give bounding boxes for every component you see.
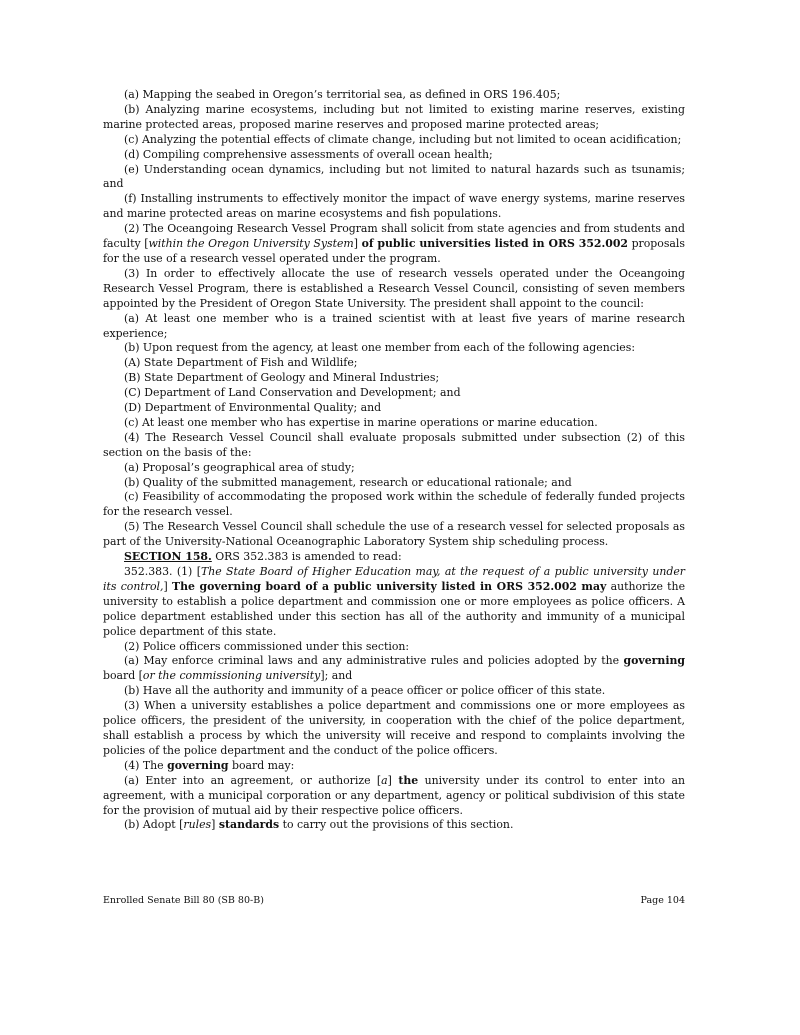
text-run: (3) When a university establishes a police department and commissions one or more employees as police officers, the president of the university, in cooperation with the chief of the police department, shall establish a process by which the university will receive and respond to complaints involving the policies of the police department and the conduct of the police officers. <box>103 699 685 757</box>
paragraph <box>103 476 685 491</box>
text-run: university under its control to enter into an agreement, with a municipal corporation or any department, agency or political subdivision of this state for the provision of mutual aid by their respective police officers. <box>103 773 685 817</box>
text-run: ] <box>211 818 219 832</box>
paragraph <box>103 386 685 401</box>
text-run: (2) The Oceangoing Research Vessel Program shall solicit from state agencies and from students and faculty [ <box>103 222 685 251</box>
text-run: (d) Compiling comprehensive assessments of overall ocean health; <box>124 147 493 161</box>
paragraph <box>103 371 685 386</box>
paragraph <box>103 759 685 774</box>
paragraph <box>103 192 685 222</box>
text-run: (b) Have all the authority and immunity of a peace officer or police officer of this state. <box>124 684 606 698</box>
paragraph <box>103 520 685 550</box>
text-run: (b) Adopt [ <box>124 818 184 832</box>
text-run: standards <box>218 818 280 832</box>
text-run: (f) Installing instruments to effectively monitor the impact of wave energy systems, marine reserves and marine protected areas on marine ecosystems and fish populations. <box>103 192 685 221</box>
text-run: (3) In order to effectively allocate the use of research vessels operated under the Oceangoing Research Vessel Program, there is established a Research Vessel Council, consisting of seven members appointed by the President of Oregon State University. The president shall appoint to the council: <box>103 266 685 310</box>
paragraph <box>103 103 685 133</box>
text-run: of public universities listed in ORS 352.002 <box>361 237 629 251</box>
paragraph <box>103 341 685 356</box>
text-run: rules <box>183 818 212 832</box>
document-body <box>103 88 685 833</box>
paragraph <box>103 133 685 148</box>
text-run: (4) The Research Vessel Council shall evaluate proposals submitted under subsection (2) of this section on the basis of the: <box>103 430 685 459</box>
paragraph <box>103 640 685 655</box>
text-run: ] <box>353 237 362 251</box>
text-run: (a) Mapping the seabed in Oregon’s territorial sea, as defined in ORS 196.405; <box>124 88 561 101</box>
paragraph <box>103 565 685 640</box>
text-run: or the commissioning university <box>142 669 321 683</box>
text-run: governing <box>167 758 229 772</box>
text-run: (A) State Department of Fish and Wildlife; <box>124 356 358 370</box>
text-run: (c) Feasibility of accommodating the proposed work within the schedule of federally funded projects for the research vessel. <box>103 490 685 519</box>
paragraph <box>103 312 685 342</box>
paragraph <box>103 222 685 267</box>
page-footer <box>103 895 685 906</box>
paragraph <box>103 431 685 461</box>
text-run: the <box>398 773 419 787</box>
text-run: (B) State Department of Geology and Mineral Industries; <box>124 371 440 385</box>
footer-page-number: Page 104 <box>640 895 685 906</box>
text-run: (C) Department of Land Conservation and Development; and <box>124 386 461 400</box>
text-run: ORS 352.383 is amended to read: <box>211 550 402 564</box>
paragraph <box>103 774 685 819</box>
paragraph <box>103 461 685 476</box>
text-run: The governing board of a public university listed in ORS 352.002 may <box>171 579 607 593</box>
text-run: authorize the university to establish a police department and commission one or more employees as police officers. A police department established under this section has all of the authority and immunity of a municipal police department of this state. <box>103 579 686 638</box>
text-run: proposals for the use of a research vessel operated under the program. <box>103 237 685 265</box>
text-run: ] <box>387 773 399 787</box>
text-run: (b) Upon request from the agency, at least one member from each of the following agencies: <box>124 341 636 355</box>
text-run: (b) Analyzing marine ecosystems, including but not limited to existing marine reserves, existing marine protected areas, proposed marine reserves and proposed marine protected areas; <box>103 102 685 131</box>
paragraph <box>103 148 685 163</box>
footer-bill-title: Enrolled Senate Bill 80 (SB 80-B) <box>103 895 264 906</box>
text-run: (a) At least one member who is a trained scientist with at least five years of marine research experience; <box>103 311 685 340</box>
paragraph <box>103 699 685 759</box>
paragraph <box>103 416 685 431</box>
paragraph <box>103 684 685 699</box>
text-run: board [ <box>103 669 143 683</box>
paragraph <box>103 818 685 833</box>
text-run: (a) Enter into an agreement, or authorize [ <box>124 773 382 787</box>
text-run: (b) Quality of the submitted management, research or educational rationale; and <box>124 475 572 489</box>
paragraph <box>103 356 685 371</box>
text-run: ] <box>163 579 172 593</box>
paragraph <box>103 163 685 193</box>
text-run: board may: <box>228 758 295 772</box>
text-run: The State Board of Higher Education may, at the request of a public university under its control, <box>103 565 685 593</box>
text-run: (5) The Research Vessel Council shall schedule the use of a research vessel for selected proposals as part of the University-National Oceanographic Laboratory System ship scheduling process. <box>103 520 685 549</box>
text-run: (a) Proposal’s geographical area of study; <box>124 460 355 474</box>
text-run: (2) Police officers commissioned under this section: <box>124 639 410 653</box>
paragraph <box>103 654 685 684</box>
text-run: (e) Understanding ocean dynamics, including but not limited to natural hazards such as tsunamis; and <box>103 162 685 191</box>
paragraph <box>103 401 685 416</box>
text-run: a <box>381 773 388 787</box>
paragraph <box>103 490 685 520</box>
text-run: (D) Department of Environmental Quality; and <box>124 401 382 415</box>
text-run: 352.383. (1) [ <box>124 565 201 578</box>
text-run: (c) At least one member who has expertise in marine operations or marine education. <box>124 415 598 429</box>
text-run: ]; and <box>320 669 353 683</box>
paragraph <box>103 267 685 312</box>
text-run: to carry out the provisions of this section. <box>279 818 514 832</box>
section-heading: SECTION 158. <box>124 550 212 564</box>
paragraph <box>103 550 685 565</box>
paragraph <box>103 88 685 103</box>
text-run: governing <box>623 654 685 668</box>
text-run: (a) May enforce criminal laws and any administrative rules and policies adopted by the <box>124 654 624 668</box>
text-run: (4) The <box>124 758 168 772</box>
text-run: within the Oregon University System <box>148 237 354 251</box>
text-run: (c) Analyzing the potential effects of climate change, including but not limited to ocean acidification; <box>124 132 682 146</box>
